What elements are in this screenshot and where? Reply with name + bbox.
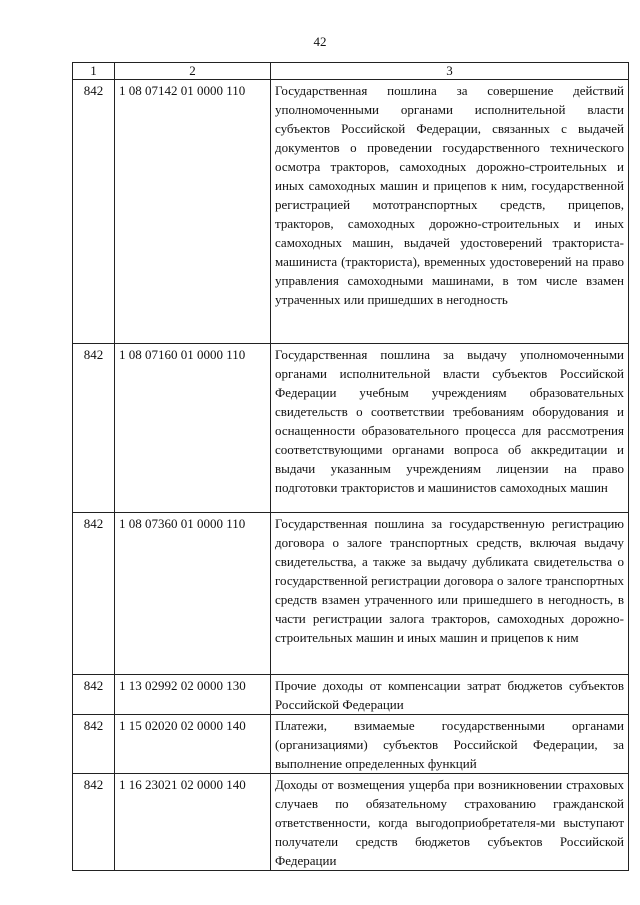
description-cell: Государственная пошлина за государственную регистрацию договора о залоге транспортных средств, включая выдачу свидетельства, а также за выдачу дубликата свидетельства о государственной регистрации договора о залоге транспортных средств взамен утраченного или пришедшего в негодность, в части регистрации залога тракторов, самоходных дорожно-строительных машин и иных машин и прицепов к ним	[271, 513, 629, 675]
description-cell: Государственная пошлина за совершение действий уполномоченными органами исполнительной власти субъектов Российской Федерации, связанных с выдачей документов о проведении государственного технического осмотра тракторов, самоходных дорожно-строительных и иных самоходных машин и прицепов к ним, государственной регистрацией мототранспортных средств, прицепов, тракторов, самоходных дорожно-строительных и иных самоходных машин, выдачей удостоверений тракториста-машиниста (тракториста), временных удостоверений на право управления самоходными машинами, в том числе взамен утраченных или пришедших в негодность	[271, 80, 629, 344]
kbk-code-cell: 1 08 07160 01 0000 110	[115, 344, 271, 513]
description-cell: Прочие доходы от компенсации затрат бюджетов субъектов Российской Федерации	[271, 675, 629, 715]
kbk-code-cell: 1 16 23021 02 0000 140	[115, 774, 271, 871]
description-cell: Доходы от возмещения ущерба при возникновении страховых случаев по обязательному страхованию гражданской ответственности, когда выгодоприобретателя-ми выступают получатели средств бюджетов субъектов Российской Федерации	[271, 774, 629, 871]
admin-code-cell: 842	[73, 774, 115, 871]
table-row	[73, 513, 629, 675]
kbk-code-cell: 1 13 02992 02 0000 130	[115, 675, 271, 715]
table-row	[73, 344, 629, 513]
table-row	[73, 80, 629, 344]
kbk-code-cell: 1 15 02020 02 0000 140	[115, 715, 271, 774]
admin-code-cell: 842	[73, 715, 115, 774]
table-row	[73, 715, 629, 774]
table-header-row	[73, 63, 629, 80]
column-header-3: 3	[271, 63, 629, 80]
admin-code-cell: 842	[73, 513, 115, 675]
description-cell: Платежи, взимаемые государственными органами (организациями) субъектов Российской Федерации, за выполнение определенных функций	[271, 715, 629, 774]
admin-code-cell: 842	[73, 675, 115, 715]
kbk-code-cell: 1 08 07360 01 0000 110	[115, 513, 271, 675]
kbk-code-cell: 1 08 07142 01 0000 110	[115, 80, 271, 344]
column-header-2: 2	[115, 63, 271, 80]
table-row	[73, 675, 629, 715]
table-row	[73, 774, 629, 871]
page-number: 42	[313, 34, 327, 49]
admin-code-cell: 842	[73, 80, 115, 344]
revenue-codes-table	[72, 62, 629, 871]
column-header-1: 1	[73, 63, 115, 80]
admin-code-cell: 842	[73, 344, 115, 513]
description-cell: Государственная пошлина за выдачу уполномоченными органами исполнительной власти субъектов Российской Федерации учебным учреждениям образовательных свидетельств о соответствии требованиям оборудования и оснащенности образовательного процесса для рассмотрения соответствующими органами вопроса об аккредитации и выдачи указанным учреждениям лицензии на право подготовки трактористов и машинистов самоходных машин	[271, 344, 629, 513]
